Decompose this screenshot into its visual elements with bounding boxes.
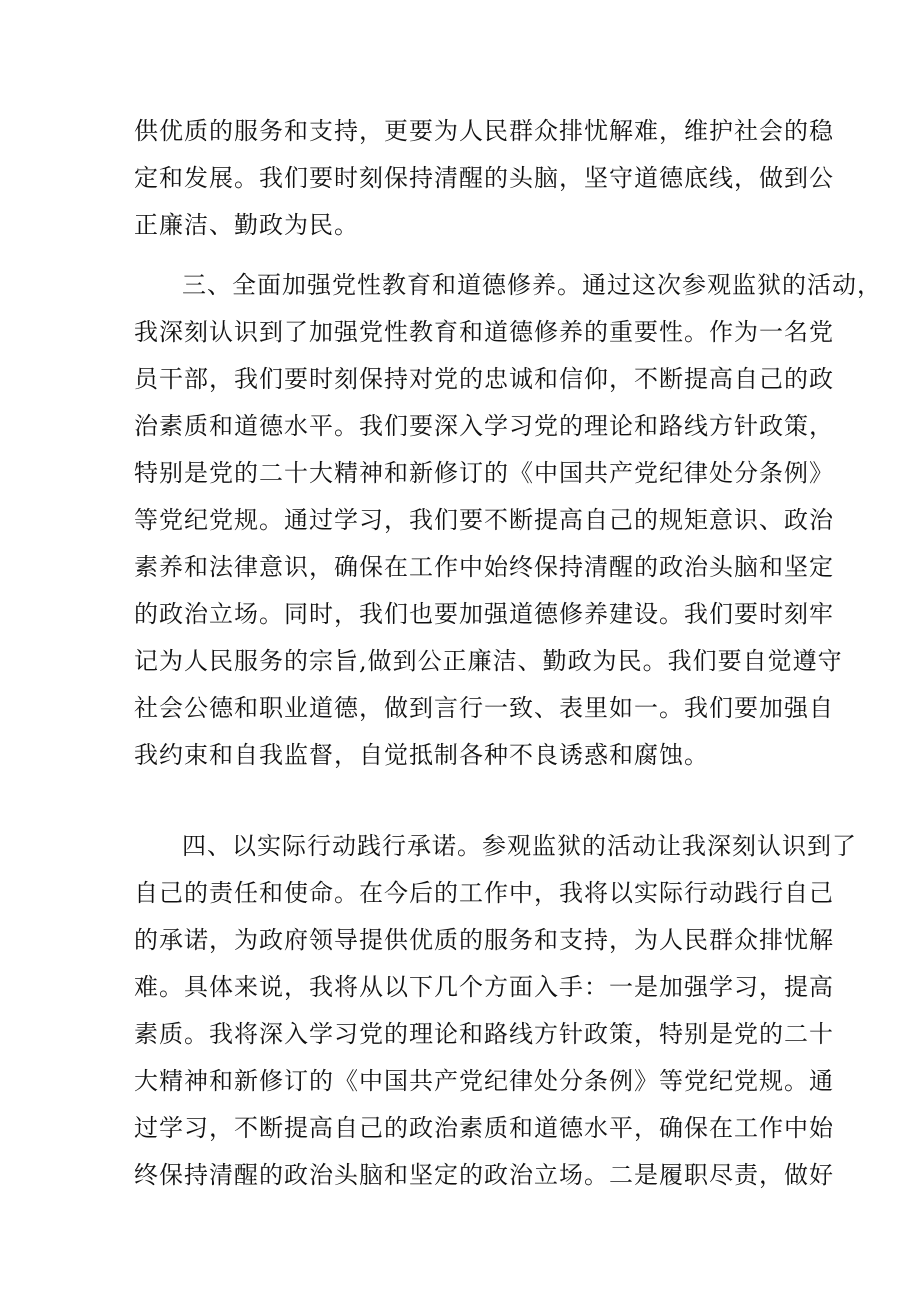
- text-line: 终保持清醒的政治头脑和坚定的政治立场。二是履职尽责，做好: [134, 1161, 834, 1189]
- text-line: 定和发展。我们要时刻保持清醒的头脑，坚守道德底线，做到公: [134, 164, 834, 192]
- text-line: 三、全面加强党性教育和道德修养。通过这次参观监狱的活动，: [182, 271, 882, 299]
- text-line: 过学习，不断提高自己的政治素质和道德水平，确保在工作中始: [134, 1114, 834, 1142]
- text-line: 素养和法律意识，确保在工作中始终保持清醒的政治头脑和坚定: [134, 553, 834, 581]
- paragraph-1: [134, 108, 834, 249]
- text-line: 自己的责任和使命。在今后的工作中，我将以实际行动践行自己: [134, 879, 834, 907]
- text-line: 我约束和自我监督，自觉抵制各种不良诱惑和腐蚀。: [134, 741, 709, 769]
- paragraph-2: [134, 262, 882, 779]
- text-line: 特别是党的二十大精神和新修订的《中国共产党纪律处分条例》: [134, 459, 834, 487]
- text-line: 我深刻认识到了加强党性教育和道德修养的重要性。作为一名党: [134, 318, 834, 346]
- text-line: 难。具体来说，我将从以下几个方面入手：一是加强学习，提高: [134, 973, 834, 1001]
- text-line: 素质。我将深入学习党的理论和路线方针政策，特别是党的二十: [134, 1020, 834, 1048]
- text-line: 治素质和道德水平。我们要深入学习党的理论和路线方针政策，: [134, 412, 834, 440]
- text-line: 记为人民服务的宗旨,做到公正廉洁、勤政为民。我们要自觉遵守: [134, 647, 843, 675]
- text-line: 的政治立场。同时，我们也要加强道德修养建设。我们要时刻牢: [134, 600, 834, 628]
- text-line: 正廉洁、勤政为民。: [134, 211, 359, 239]
- text-line: 社会公德和职业道德，做到言行一致、表里如一。我们要加强自: [134, 694, 834, 722]
- text-line: 等党纪党规。通过学习，我们要不断提高自己的规矩意识、政治: [134, 506, 834, 534]
- text-line: 的承诺，为政府领导提供优质的服务和支持，为人民群众排忧解: [134, 926, 834, 954]
- text-line: 大精神和新修订的《中国共产党纪律处分条例》等党纪党规。通: [134, 1067, 834, 1095]
- paragraph-3: [134, 823, 857, 1199]
- text-line: 四、以实际行动践行承诺。参观监狱的活动让我深刻认识到了: [182, 832, 857, 860]
- text-line: 员干部，我们要时刻保持对党的忠诚和信仰，不断提高自己的政: [134, 365, 834, 393]
- text-line: 供优质的服务和支持，更要为人民群众排忧解难，维护社会的稳: [134, 117, 834, 145]
